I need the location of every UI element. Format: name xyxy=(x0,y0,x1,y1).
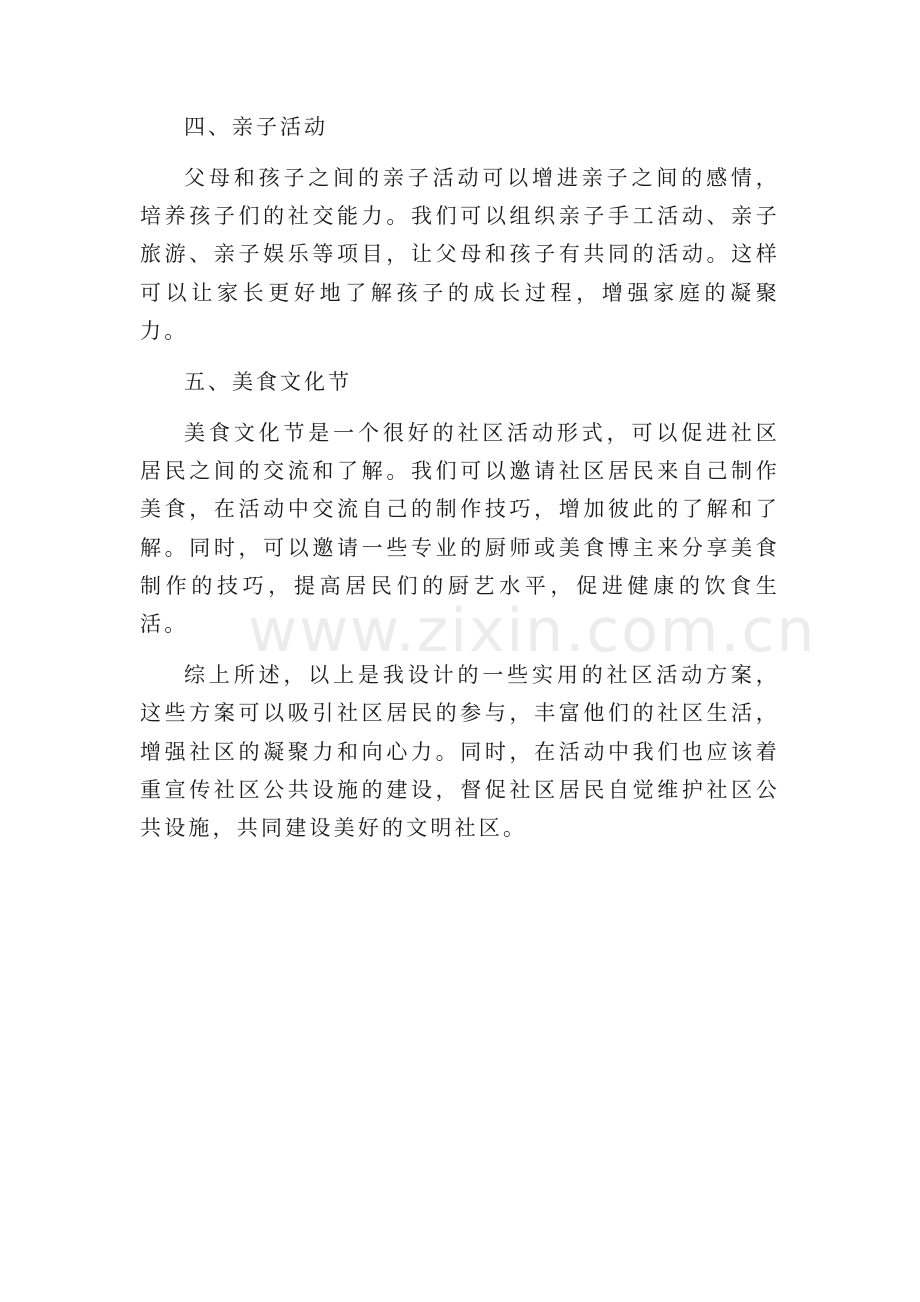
watermark: www.zixin.com.cn xyxy=(248,596,817,666)
section-heading-parent-child: 四、亲子活动 xyxy=(184,115,328,139)
conclusion-paragraph: 综上所述，以上是我设计的一些实用的社区活动方案，这些方案可以吸引社区居民的参与，丰富他们的社区生活，增强社区的凝聚力和向心力。同时，在活动中我们也应该着重宣传社区公共设施的建设，督促社区居民自觉维护社区公共设施，共同建设美好的文明社区。 xyxy=(140,663,780,841)
section-heading-food-festival: 五、美食文化节 xyxy=(184,370,352,395)
section-paragraph-parent-child: 父母和孩子之间的亲子活动可以增进亲子之间的感情，培养孩子们的社交能力。我们可以组织亲子手工活动、亲子旅游、亲子娱乐等项目，让父母和孩子有共同的活动。这样可以让家长更好地了解孩子的成长过程，增强家庭的凝聚力。 xyxy=(140,166,780,343)
section-paragraph-food-festival: 美食文化节是一个很好的社区活动形式，可以促进社区居民之间的交流和了解。我们可以邀请社区居民来自己制作美食，在活动中交流自己的制作技巧，增加彼此的了解和了解。同时，可以邀请一些专业的厨师或美食博主来分享美食制作的技巧，提高居民们的厨艺水平，促进健康的饮食生活。 xyxy=(140,421,780,637)
document-body xyxy=(140,108,780,847)
